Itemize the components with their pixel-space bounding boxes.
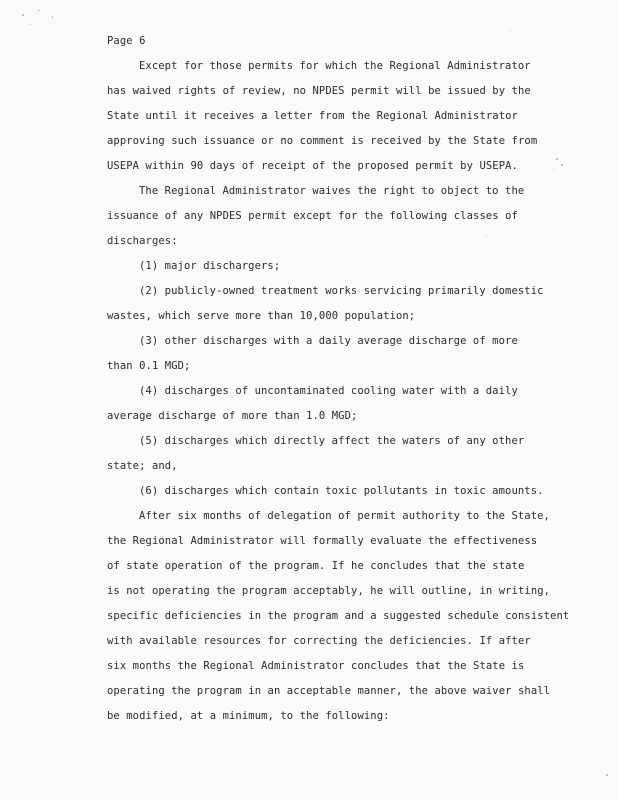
paragraph-1-line-4: approving such issuance or no comment is received by the State from [107, 135, 538, 147]
paragraph-1-line-3: State until it receives a letter from the Regional Administrator [107, 110, 518, 122]
paragraph-1-line-5: USEPA within 90 days of receipt of the proposed permit by USEPA. [107, 160, 518, 172]
scan-speck [553, 169, 554, 170]
paragraph-2-line-1: The Regional Administrator waives the right to object to the [139, 185, 525, 197]
scan-speck [38, 10, 40, 11]
paragraph-3-line-8: operating the program in an acceptable manner, the above waiver shall [107, 685, 551, 697]
scan-speck [22, 14, 24, 16]
paragraph-3-line-7: six months the Regional Administrator concludes that the State is [107, 660, 525, 672]
paragraph-1-line-1: Except for those permits for which the Regional Administrator [139, 60, 531, 72]
list-item-3-line-2: than 0.1 MGD; [107, 360, 191, 372]
list-item-4-line-1: (4) discharges of uncontaminated cooling water with a daily [139, 385, 518, 397]
scan-speck [556, 158, 558, 160]
paragraph-1-line-2: has waived rights of review, no NPDES permit will be issued by the [107, 85, 531, 97]
page-number: Page 6 [107, 35, 146, 47]
list-item-3-line-1: (3) other discharges with a daily average discharge of more [139, 335, 518, 347]
list-item-2-line-1: (2) publicly-owned treatment works servicing primarily domestic [139, 285, 544, 297]
scan-speck [510, 30, 511, 31]
scan-speck [52, 16, 53, 18]
paragraph-3-line-6: with available resources for correcting the deficiencies. If after [107, 635, 531, 647]
list-item-4-line-2: average discharge of more than 1.0 MGD; [107, 410, 358, 422]
scan-speck [561, 164, 563, 166]
paragraph-3-line-2: the Regional Administrator will formally evaluate the effectiveness [107, 535, 538, 547]
scan-speck [486, 236, 487, 237]
paragraph-3-line-5: specific deficiencies in the program and a suggested schedule consistent [107, 610, 570, 622]
list-item-6: (6) discharges which contain toxic pollutants in toxic amounts. [139, 485, 544, 497]
list-item-1: (1) major dischargers; [139, 260, 281, 272]
paragraph-3-line-1: After six months of delegation of permit authority to the State, [139, 510, 550, 522]
list-item-5-line-2: state; and, [107, 460, 178, 472]
paragraph-3-line-9: be modified, at a minimum, to the following: [107, 710, 390, 722]
list-item-2-line-2: wastes, which serve more than 10,000 population; [107, 310, 416, 322]
paragraph-2-line-2: issuance of any NPDES permit except for the following classes of [107, 210, 518, 222]
scan-speck [606, 774, 608, 776]
list-item-5-line-1: (5) discharges which directly affect the waters of any other [139, 435, 525, 447]
paragraph-3-line-4: is not operating the program acceptably, he will outline, in writing, [107, 585, 551, 597]
paragraph-3-line-3: of state operation of the program. If he concludes that the state [107, 560, 525, 572]
scan-speck [30, 24, 31, 25]
paragraph-2-line-3: discharges: [107, 235, 178, 247]
